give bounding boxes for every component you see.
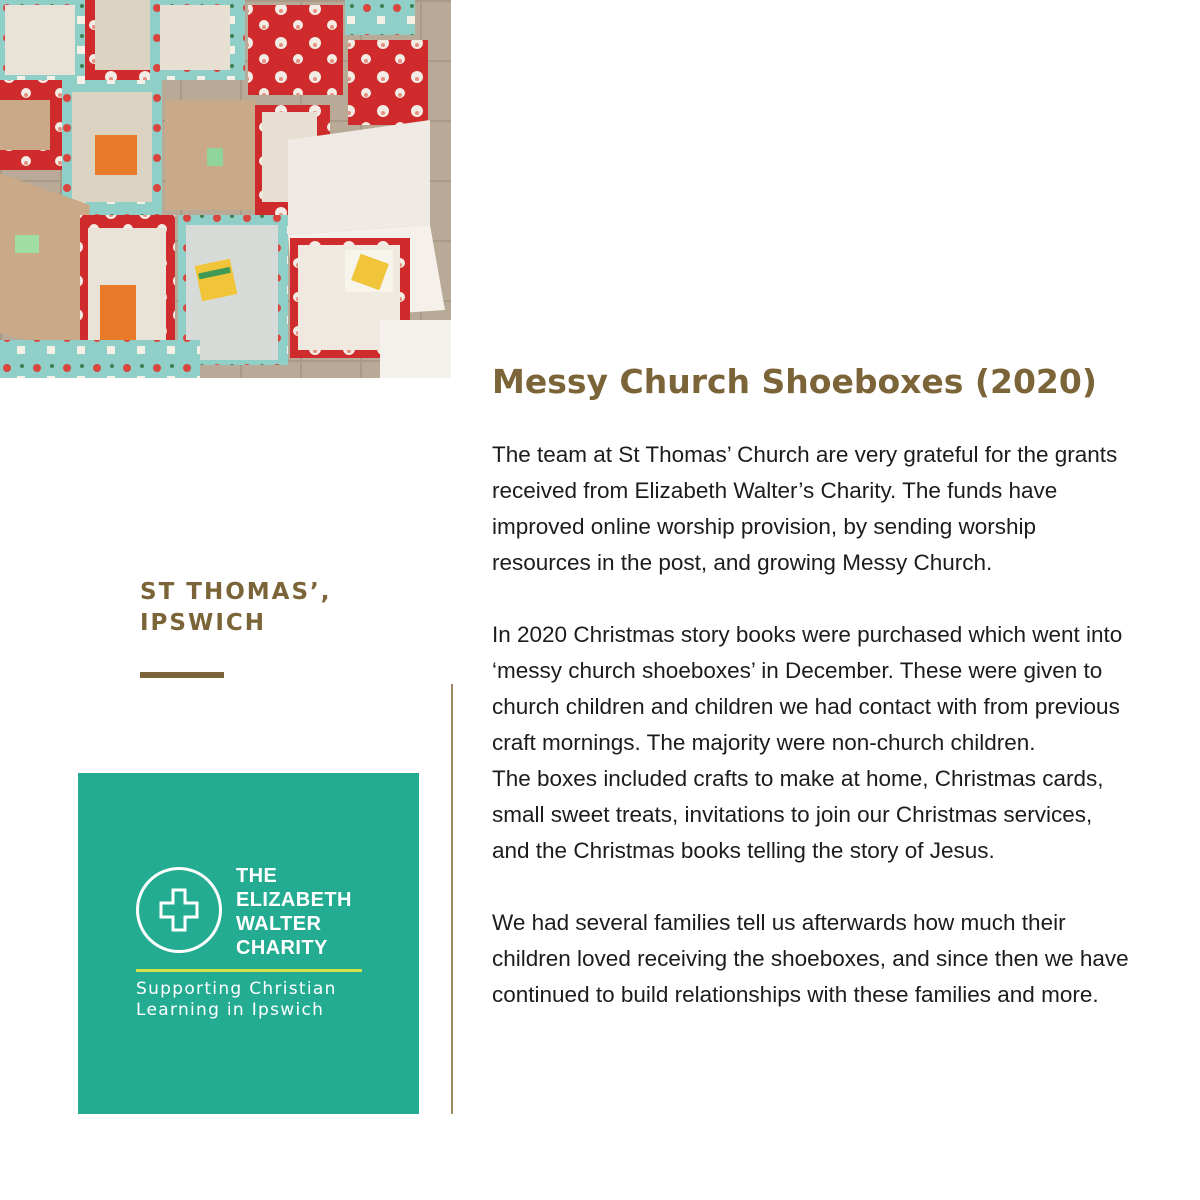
tagline-line: Learning in Ipswich [136, 1000, 325, 1020]
cross-in-circle-icon [136, 867, 222, 953]
tagline-line: Supporting Christian [136, 979, 337, 999]
article-paragraph: The boxes included crafts to make at home, Christmas cards, small sweet treats, invitations to join our Christmas services, and the Christmas books telling the story of Jesus. [492, 766, 1104, 863]
church-location [140, 577, 400, 639]
logo-rule [136, 969, 362, 972]
charity-name-line: WALTER [236, 913, 322, 935]
article-body [492, 437, 1132, 1013]
shoebox-photo-icon [0, 0, 451, 378]
charity-logo [78, 773, 419, 1114]
article-title: Messy Church Shoeboxes (2020) [492, 362, 1097, 401]
location-line-1: ST THOMAS’, [140, 579, 332, 605]
article-paragraph: The team at St Thomas’ Church are very grateful for the grants received from Elizabeth Walter’s Charity. The funds have improved online worship provision, by sending worship resources in the post, and growing Messy Church. [492, 442, 1118, 575]
charity-name [236, 864, 352, 960]
article-paragraph: In 2020 Christmas story books were purchased which went into ‘messy church shoeboxes’ in December. These were given to church children and children we had contact with from previous craft mornings. The majority were non-church children. [492, 622, 1123, 755]
charity-name-line: THE [236, 865, 278, 887]
charity-name-line: CHARITY [236, 937, 328, 959]
location-line-2: IPSWICH [140, 610, 267, 636]
charity-tagline [136, 979, 376, 1021]
charity-name-line: ELIZABETH [236, 889, 352, 911]
article-paragraph: We had several families tell us afterwards how much their children loved receiving the shoeboxes, and since then we have continued to build relationships with these families and more. [492, 910, 1129, 1007]
accent-bar [140, 672, 224, 678]
shoebox-photo [0, 0, 451, 378]
column-divider [451, 684, 453, 1114]
